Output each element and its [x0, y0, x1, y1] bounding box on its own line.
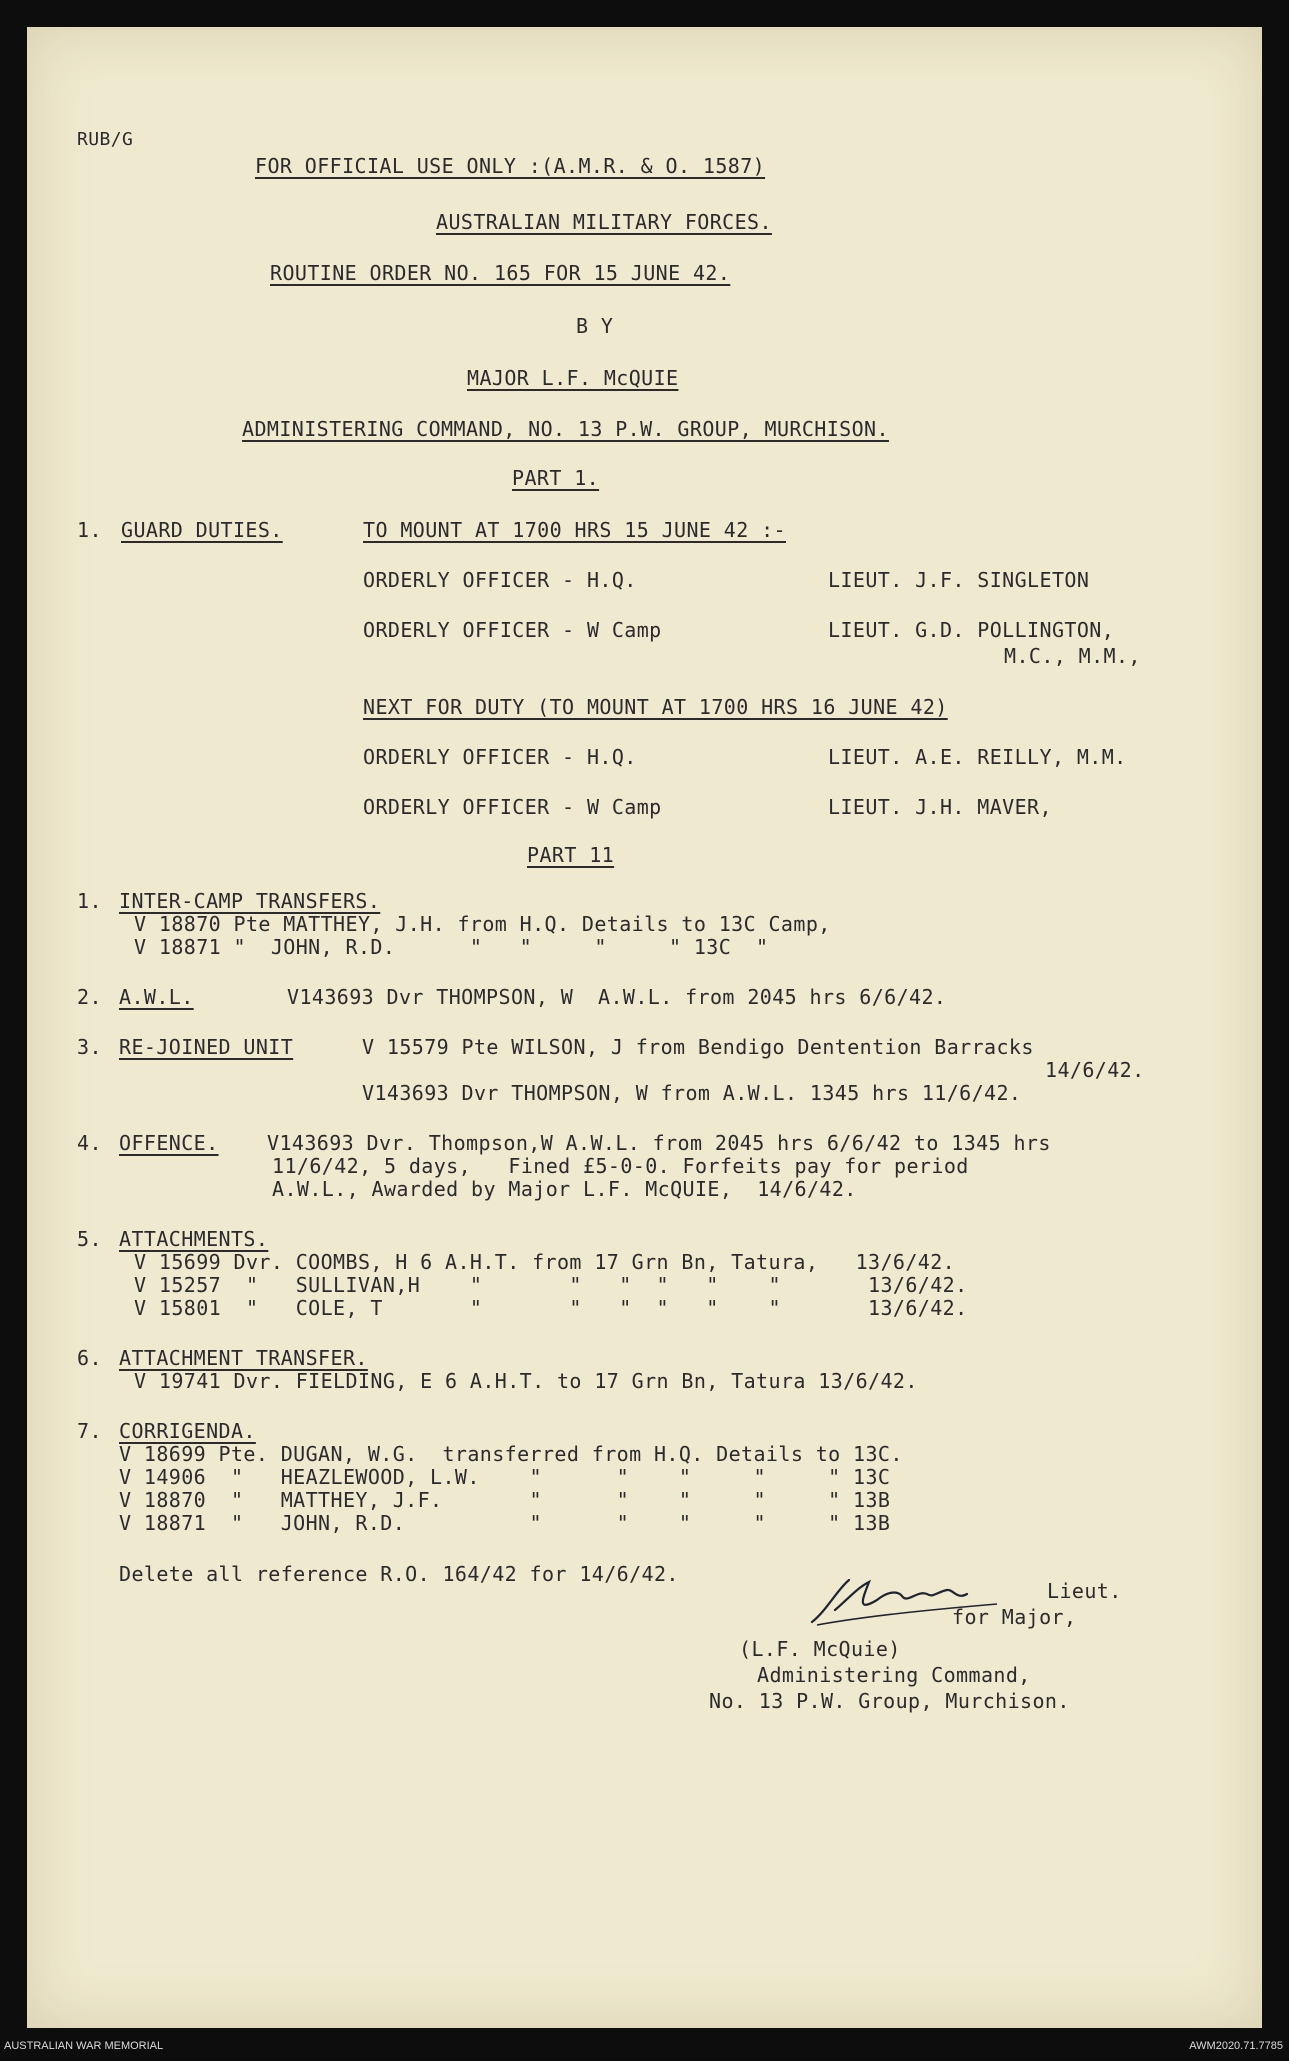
part-1-title: PART 1. [512, 466, 600, 490]
order-line: V 15579 Pte WILSON, J from Bendigo Dentention Barracks [362, 1035, 1034, 1059]
orderly-officer-label: ORDERLY OFFICER - W Camp [363, 618, 662, 642]
offence-heading: OFFENCE. [119, 1131, 219, 1155]
signatory-name: (L.F. McQuie) [739, 1637, 901, 1661]
signatory-unit: No. 13 P.W. Group, Murchison. [709, 1689, 1070, 1713]
archive-credit: AUSTRALIAN WAR MEMORIAL [4, 2040, 164, 2052]
orderly-officer-name: LIEUT. G.D. POLLINGTON, [828, 618, 1115, 642]
attachment-transfer-heading: ATTACHMENT TRANSFER. [119, 1346, 368, 1370]
order-line: V 18871 " JOHN, R.D. " " " " " 13B [119, 1511, 891, 1535]
by-line: B Y [576, 314, 614, 338]
orderly-officer-name: LIEUT. A.E. REILLY, M.M. [828, 745, 1127, 769]
next-for-duty: NEXT FOR DUTY (TO MOUNT AT 1700 HRS 16 JUNE 42) [363, 695, 948, 719]
signatory-rank: Lieut. [1047, 1579, 1122, 1603]
archive-reference: AWM2020.71.7785 [1189, 2040, 1283, 2052]
item-number: 2. [77, 985, 102, 1009]
item-number: 3. [77, 1035, 102, 1059]
order-line: V 15699 Dvr. COOMBS, H 6 A.H.T. from 17 Grn Bn, Tatura, 13/6/42. [134, 1250, 956, 1274]
order-line: V 18870 Pte MATTHEY, J.H. from H.Q. Details to 13C Camp, [134, 912, 831, 936]
command-line: ADMINISTERING COMMAND, NO. 13 P.W. GROUP, MURCHISON. [242, 417, 889, 441]
signatory-title: Administering Command, [757, 1663, 1031, 1687]
order-line: V 18699 Pte. DUGAN, W.G. transferred from H.Q. Details to 13C. [119, 1442, 903, 1466]
rejoined-heading: RE-JOINED UNIT [119, 1035, 294, 1059]
signatory-for: for Major, [952, 1605, 1077, 1629]
order-date: 14/6/42. [1045, 1058, 1145, 1082]
item-number: 7. [77, 1419, 102, 1443]
awl-heading: A.W.L. [119, 985, 194, 1009]
order-line: V 14906 " HEAZLEWOOD, L.W. " " " " " 13C [119, 1465, 891, 1489]
order-line: V 19741 Dvr. FIELDING, E 6 A.H.T. to 17 Grn Bn, Tatura 13/6/42. [134, 1369, 918, 1393]
order-line: V143693 Dvr THOMPSON, W A.W.L. from 2045 hrs 6/6/42. [287, 985, 947, 1009]
orderly-officer-label: ORDERLY OFFICER - H.Q. [363, 745, 637, 769]
orderly-officer-name: LIEUT. J.F. SINGLETON [828, 568, 1090, 592]
attachments-heading: ATTACHMENTS. [119, 1227, 269, 1251]
order-line: A.W.L., Awarded by Major L.F. McQUIE, 14/6/42. [272, 1177, 857, 1201]
order-line: V 18870 " MATTHEY, J.F. " " " " " 13B [119, 1488, 891, 1512]
item-number: 5. [77, 1227, 102, 1251]
delete-note: Delete all reference R.O. 164/42 for 14/6/42. [119, 1562, 679, 1586]
orderly-officer-name: LIEUT. J.H. MAVER, [828, 795, 1052, 819]
order-line: V 15801 " COLE, T " " " " " " 13/6/42. [134, 1296, 968, 1320]
orderly-officer-label: ORDERLY OFFICER - H.Q. [363, 568, 637, 592]
order-line: V143693 Dvr THOMPSON, W from A.W.L. 1345 hrs 11/6/42. [362, 1081, 1022, 1105]
document-page [27, 27, 1262, 2028]
issuing-officer: MAJOR L.F. McQUIE [467, 366, 679, 390]
orderly-officer-label: ORDERLY OFFICER - W Camp [363, 795, 662, 819]
guard-duties-heading: GUARD DUTIES. [121, 518, 283, 542]
order-line: V143693 Dvr. Thompson,W A.W.L. from 2045 hrs 6/6/42 to 1345 hrs [267, 1131, 1051, 1155]
order-line: V 18871 " JOHN, R.D. " " " " 13C " [134, 935, 769, 959]
item-number: 1. [77, 889, 102, 913]
classification-line: FOR OFFICIAL USE ONLY :(A.M.R. & O. 1587) [255, 154, 766, 178]
item-number: 6. [77, 1346, 102, 1370]
mount-line: TO MOUNT AT 1700 HRS 15 JUNE 42 :- [363, 518, 786, 542]
inter-camp-heading: INTER-CAMP TRANSFERS. [119, 889, 381, 913]
order-line: V 15257 " SULLIVAN,H " " " " " " 13/6/42. [134, 1273, 968, 1297]
corrigenda-heading: CORRIGENDA. [119, 1419, 256, 1443]
routine-order-title: ROUTINE ORDER NO. 165 FOR 15 JUNE 42. [270, 261, 731, 285]
item-number: 1. [77, 518, 102, 542]
reference-code: RUB/G [77, 129, 134, 150]
forces-title: AUSTRALIAN MILITARY FORCES. [436, 210, 772, 234]
orderly-officer-honours: M.C., M.M., [1004, 644, 1141, 668]
part-11-title: PART 11 [527, 843, 615, 867]
order-line: 11/6/42, 5 days, Fined £5-0-0. Forfeits pay for period [272, 1154, 969, 1178]
item-number: 4. [77, 1131, 102, 1155]
